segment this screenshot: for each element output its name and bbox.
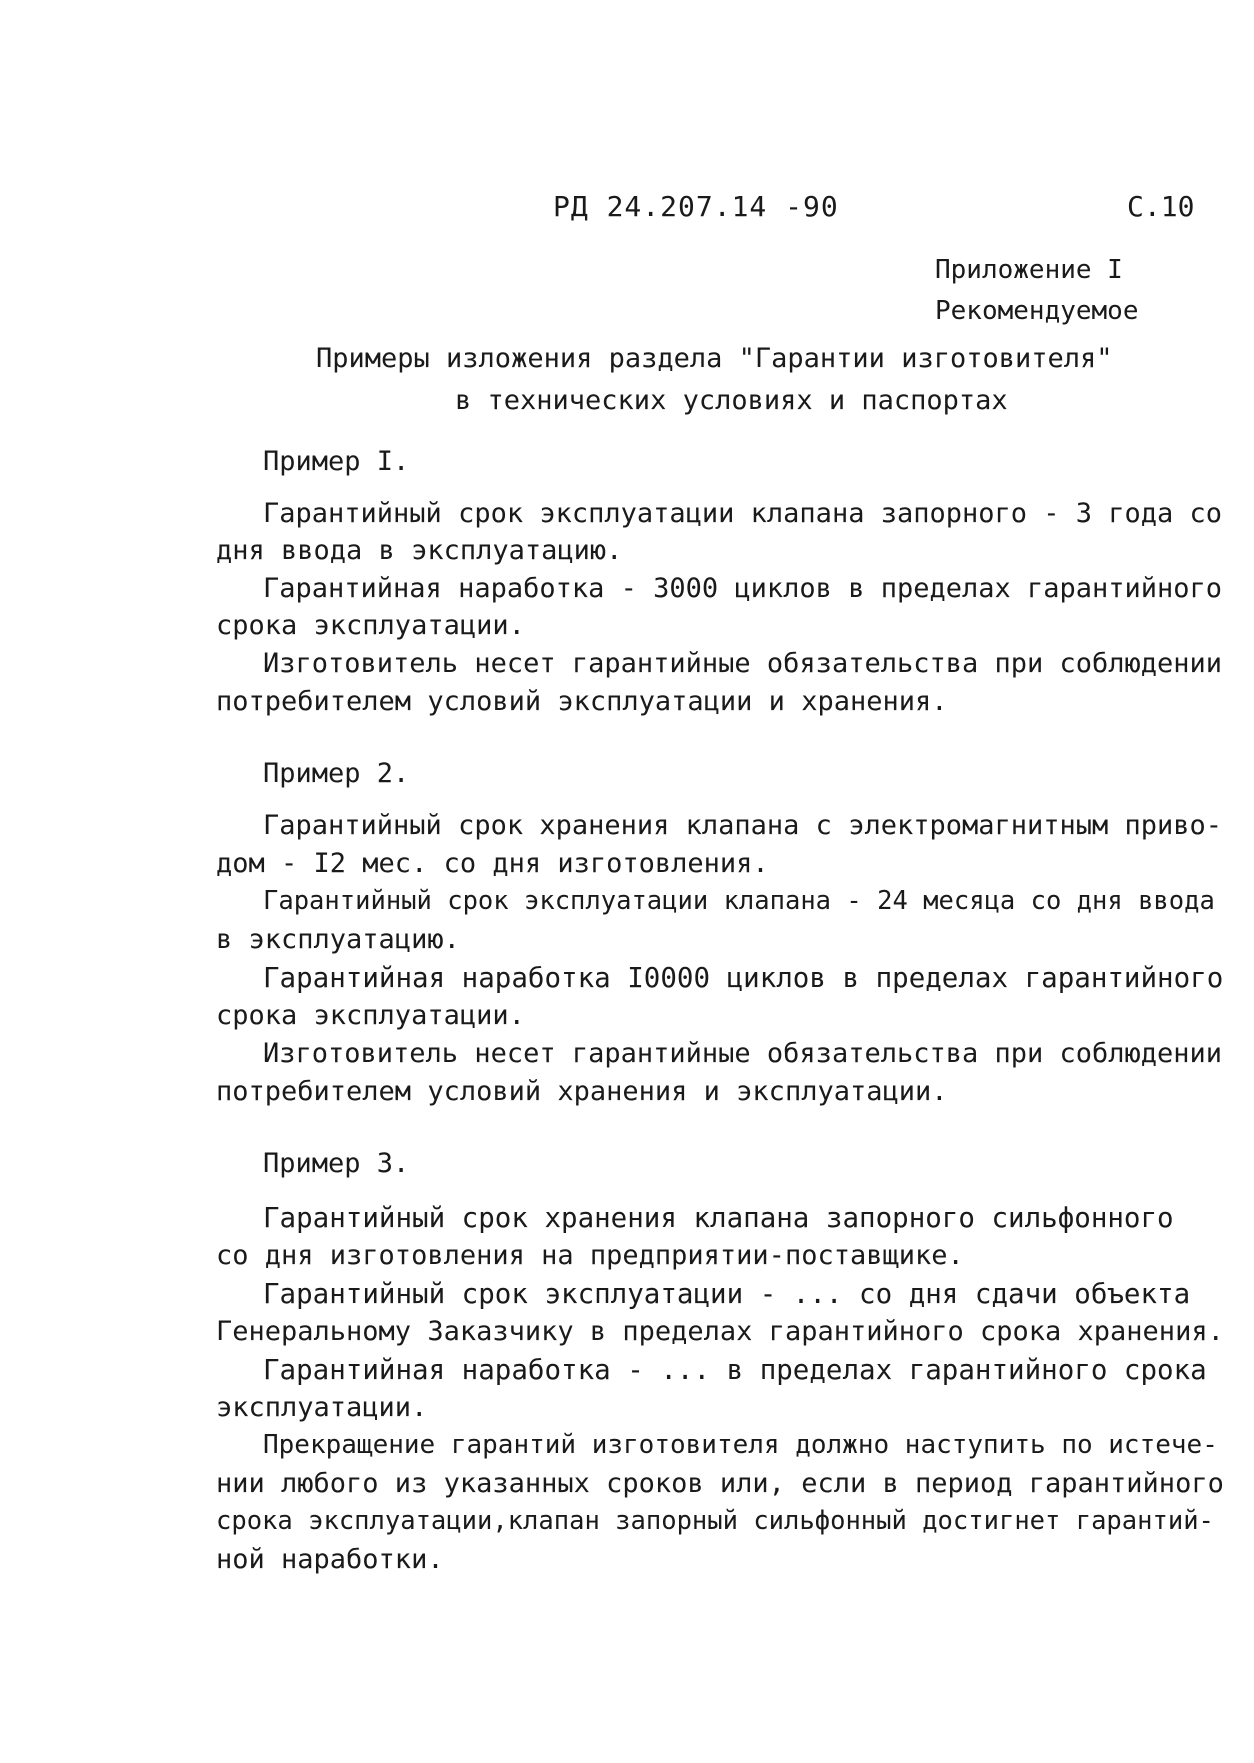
paragraph-line: Гарантийный срок эксплуатации клапана - 24 месяца со дня ввода — [263, 886, 1215, 916]
paragraph-line: срока эксплуатации. — [216, 1000, 525, 1031]
paragraph-line: потребителем условий эксплуатации и хранения. — [216, 686, 948, 717]
paragraph-line: дня ввода в эксплуатацию. — [216, 535, 623, 566]
paragraph-line: Гарантийная наработка - 3000 циклов в пределах гарантийного — [263, 573, 1223, 604]
appendix-status: Рекомендуемое — [935, 296, 1139, 326]
title-line: в технических условиях и паспортах — [455, 385, 1008, 416]
paragraph-line: потребителем условий хранения и эксплуатации. — [216, 1076, 948, 1107]
paragraph-line: ной наработки. — [216, 1544, 444, 1575]
document-number: РД 24.207.14 -90 — [553, 190, 839, 223]
paragraph-line: Гарантийный срок хранения клапана с электромагнитным приво- — [263, 810, 1223, 841]
title-line: Примеры изложения раздела "Гарантии изготовителя" — [316, 343, 1113, 374]
paragraph-line: Гарантийный срок хранения клапана запорного сильфонного — [263, 1202, 1174, 1234]
paragraph-line: Генеральному Заказчику в пределах гарантийного срока хранения. — [216, 1316, 1224, 1347]
paragraph-line: Гарантийный срок эксплуатации клапана запорного - 3 года со — [263, 498, 1223, 529]
paragraph-line: Прекращение гарантий изготовителя должно наступить по истече- — [263, 1430, 1218, 1460]
paragraph-line: Изготовитель несет гарантийные обязательства при соблюдении — [263, 1038, 1223, 1069]
paragraph-line: со дня изготовления на предприятии-поставщике. — [216, 1240, 964, 1271]
example-heading: Пример I. — [263, 446, 410, 477]
paragraph-line: Гарантийный срок эксплуатации - ... со дня сдачи объекта — [263, 1278, 1191, 1310]
paragraph-line: эксплуатации. — [216, 1392, 428, 1423]
paragraph-line: в эксплуатацию. — [216, 924, 460, 955]
page-number: С.10 — [1127, 190, 1195, 223]
paragraph-line: нии любого из указанных сроков или, если в период гарантийного — [216, 1468, 1224, 1499]
paragraph-line: срока эксплуатации. — [216, 610, 525, 641]
appendix-block — [935, 250, 1139, 332]
paragraph-line: Гарантийная наработка - ... в пределах гарантийного срока — [263, 1354, 1207, 1386]
paragraph-line: дом - I2 мес. со дня изготовления. — [216, 848, 769, 879]
paragraph-line: срока эксплуатации,клапан запорный сильфонный достигнет гарантий- — [216, 1506, 1214, 1536]
paragraph-line: Изготовитель несет гарантийные обязательства при соблюдении — [263, 648, 1223, 679]
paragraph-line: Гарантийная наработка I0000 циклов в пределах гарантийного — [263, 962, 1224, 994]
appendix-label: Приложение I — [935, 255, 1123, 285]
example-heading: Пример 3. — [263, 1148, 410, 1179]
example-heading: Пример 2. — [263, 758, 410, 789]
